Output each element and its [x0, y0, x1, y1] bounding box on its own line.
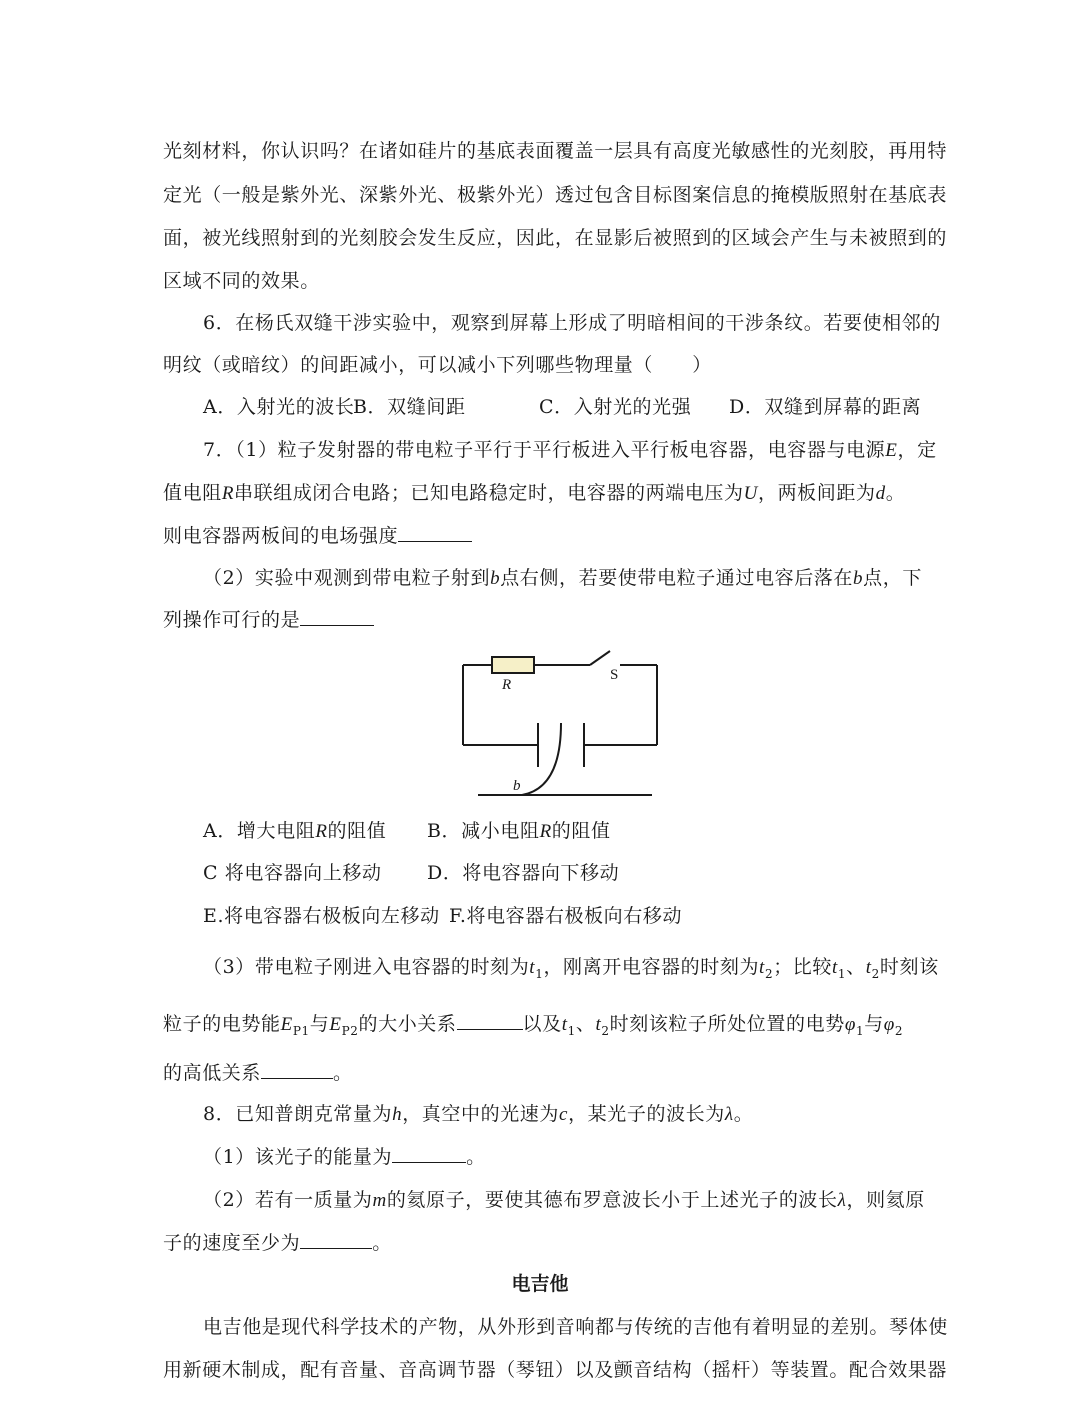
- q7-part3-line-3: 的高低关系 。: [163, 1062, 353, 1084]
- q7-option-b: B．减小电阻R的阻值: [427, 820, 611, 842]
- q7-part2-line-1: （2）实验中观测到带电粒子射到b点右侧，若要使带电粒子通过电容后落在b点，下: [203, 567, 922, 589]
- q6-option-c: C．入射光的光强: [539, 396, 692, 418]
- q7-option-f: F.将电容器右极板向右移动: [449, 905, 683, 927]
- symbol-r: R: [221, 483, 235, 504]
- q6-option-a: A．入射光的波长: [203, 396, 355, 418]
- q6-option-b: B．双缝间距: [353, 396, 466, 418]
- q8-line-1: 8．已知普朗克常量为h，真空中的光速为c，某光子的波长为λ。: [203, 1103, 754, 1125]
- symbol-b: b: [490, 568, 501, 589]
- q7-option-e: E.将电容器右极板向左移动: [203, 905, 440, 927]
- q8-part2-line-2: 子的速度至少为 。: [163, 1232, 392, 1254]
- q7-option-a: A．增大电阻R的阻值: [203, 820, 387, 842]
- q7-line-2: 值电阻R串联组成闭合电路；已知电路稳定时，电容器的两端电压为U，两板间距为d。: [163, 482, 906, 504]
- answer-blank-field: [261, 1060, 333, 1079]
- guitar-line-2: 用新硬木制成，配有音量、音高调节器（琴钮）以及颤音结构（摇杆）等装置。配合效果器: [163, 1359, 948, 1381]
- q7-option-c: C 将电容器向上移动: [203, 862, 382, 884]
- label-r: R: [502, 677, 512, 693]
- label-s: S: [610, 667, 619, 683]
- symbol-u: U: [743, 483, 758, 504]
- answer-blank-field: [392, 1144, 466, 1163]
- switch-blade: [590, 651, 610, 665]
- label-b: b: [513, 778, 521, 794]
- answer-blank-field: [300, 607, 374, 626]
- q7-part2-line-2: 列操作可行的是: [163, 606, 923, 634]
- answer-blank-field: [300, 1230, 372, 1249]
- symbol-e: E: [885, 440, 898, 461]
- intro-line-3: 面，被光线照射到的光刻胶会发生反应，因此，在显影后被照到的区域会产生与未被照到的: [163, 227, 948, 249]
- symbol-b: b: [853, 568, 864, 589]
- intro-line-1: 光刻材料，你认识吗？在诸如硅片的基底表面覆盖一层具有高度光敏感性的光刻胶，再用特: [163, 140, 948, 162]
- guitar-line-1: 电吉他是现代科学技术的产物，从外形到音响都与传统的吉他有着明显的差别。琴体使: [203, 1316, 948, 1338]
- symbol-d: d: [875, 483, 886, 504]
- q7-line-1: 7．（1）粒子发射器的带电粒子平行于平行板进入平行板电容器，电容器与电源E，定: [203, 439, 937, 461]
- section-title: 电吉他: [511, 1273, 569, 1295]
- q8-part1: （1）该光子的能量为 。: [203, 1146, 486, 1168]
- q7-part3-line-1: （3）带电粒子刚进入电容器的时刻为$t_1$，刚离开电容器的时刻为$t_2$；比较$t_1$、$t_2$时刻该: [203, 956, 939, 981]
- answer-blank-field: [398, 523, 472, 542]
- intro-line-4: 区域不同的效果。: [163, 270, 320, 292]
- circuit-diagram: [440, 645, 670, 805]
- q6-line-2: 明纹（或暗纹）的间距减小，可以减小下列哪些物理量（ ）: [163, 354, 712, 376]
- q7-part3-line-2: 粒子的电势能$E_{P1}$与$E_{P2}$的大小关系 以及$t_1$、$t_2$时刻该粒子所处位置的电势$\varphi_1$与$\varphi_2$: [163, 1013, 904, 1038]
- answer-blank-field: [457, 1011, 523, 1030]
- resistor: [492, 657, 534, 673]
- q7-line-3: 则电容器两板间的电场强度: [163, 522, 923, 550]
- intro-line-2: 定光（一般是紫外光、深紫外光、极紫外光）透过包含目标图案信息的掩模版照射在基底表: [163, 184, 948, 206]
- q8-part2-line-1: （2）若有一质量为m的氦原子，要使其德布罗意波长小于上述光子的波长λ，则氦原: [203, 1189, 925, 1211]
- q7-option-d: D．将电容器向下移动: [427, 862, 620, 884]
- q6-option-d: D．双缝到屏幕的距离: [729, 396, 922, 418]
- particle-trajectory: [522, 723, 561, 795]
- q6-line-1: 6．在杨氏双缝干涉实验中，观察到屏幕上形成了明暗相间的干涉条纹。若要使相邻的: [203, 312, 941, 334]
